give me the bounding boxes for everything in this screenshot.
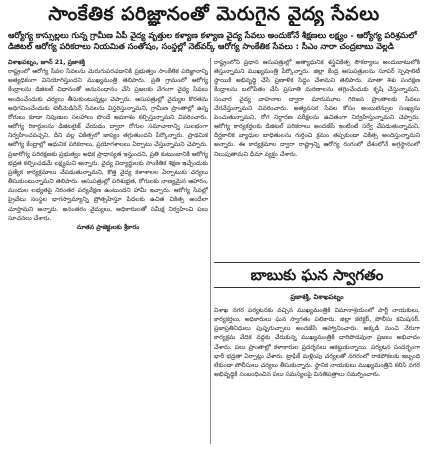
article-right-body: రాష్ట్రంలోని ప్రధాన ఆసుపత్రుల్లో అత్యాధునిక శస్త్రచికిత్స సౌకర్యాలు అందుబాటులోకి తెస్తున్నామని ముఖ్యమంత్రి పేర్కొన్నారు. జిల్లా కేంద్ర ఆసుపత్రులను సూపర్ స్పెషాలిటీ స్థాయికి అభివృద్ధి చేసే ప్రణాళిక సిద్ధం చేశామని తెలిపారు. మాతా శిశు సంరక్షణ కేంద్రాలను బలోపేతం చేసి ప్రసూతి మరణాలను తగ్గించేందుకు కృషి చేస్తున్నామని, సంచార వైద్య వాహనాల ద్వారా మారుమూల గిరిజన ప్రాంతాలకు సేవలు చేరవేస్తున్నామని వివరించారు. అత్యవసర సేవల కోసం అంబులెన్సుల సంఖ్యను పెంచుతున్నామని, రోగ నిర్ధారణ పరీక్షలను ఉచితంగా నిర్వహిస్తున్నామని చెప్పారు. ఆరోగ్య కార్యకర్తలకు డిజిటల్ పరికరాలు అందజేసి ఇంటింటి సర్వే చేపడుతున్నామని, దీర్ఘకాలిక వ్యాధుల బాధితులను గుర్తించి క్రమం తప్పకుండా చికిత్స అందిస్తున్నామని అన్నారు. ఈ కార్యక్రమాల ద్వారా రాష్ట్రాన్ని ఆరోగ్య రంగంలో దేశంలోనే అగ్రస్థానంలో నిలుపుతామని ధీమా వ్యక్తం చేశారు. — [214, 59, 420, 158]
section-body — [214, 306, 420, 444]
column-divider — [210, 58, 211, 444]
article-right-column — [214, 58, 420, 258]
section-byline: ప్రజాశక్తి, విశాఖపట్నం — [290, 293, 344, 301]
article-left-subhead: నూతన ప్రాజెక్టులకు శ్రీకారం — [76, 223, 140, 231]
article-subheadline: ఆర్యోగ్య కాన్సుల్లలు గున్న గ్రామీణ ఏపీ వైద్య వృత్తుల కళ్యాణ కళ్యాణ వైద్య సేవలు అందుకోనే శీక్షణలు లక్ష్యం - ఆర్యోగ్య పరిశ్రమలో డిజిటల్ ఆరోగ్య పరికరాలు నియమిత సంతోషం, సంస్థల్లో నెట్‌వర్క్ ఆరోగ్య సాంకేతిక సేవలు : సీఎం నారా చంద్రబాబు వెల్లడి — [8, 30, 417, 51]
section-body-text: విశాఖ నగర పర్యటనకు వచ్చిన ముఖ్యమంత్రికి విమానాశ్రయంలో పార్టీ నాయకులు, కార్యకర్తలు, అధికారులు ఘన స్వాగతం పలికారు. జిల్లా కలెక్టర్, పోలీసు కమిషనర్, ప్రజాప్రతినిధులు పుష్పగుచ్ఛాలు అందజేసి ఆహ్వానించారు. అక్కడి నుంచి నేరుగా కార్యక్రమ వేదిక వద్దకు చేరుకున్న ముఖ్యమంత్రికి దారిపొడవునా ప్రజలు అభివాదం చేశారు. పలు ప్రాంతాల్లో కళాకారుల ప్రదర్శనలు ఆకట్టుకున్నాయి. పర్యటన సందర్భంగా భారీ భద్రతా ఏర్పాట్లు చేశారు. ట్రాఫిక్ మళ్లింపు చర్యలతో నగరంలో రాకపోకలకు ఇబ్బంది లేకుండా పోలీసులు చర్యలు తీసుకున్నారు. స్థానిక నాయకులు ముఖ్యమంత్రిని కలిసి నగర అభివృద్ధికి సంబంధించిన పలు సమస్యలపై వినతిపత్రాలు సమర్పించారు. — [214, 307, 420, 379]
article-left-column — [8, 58, 208, 438]
article-dateline: విశాఖపట్నం, జూన్ 21, ప్రజాశక్తి — [8, 59, 85, 66]
section-title: బాబుకు ఘన స్వాగతం — [214, 262, 420, 288]
article-left-body: రాష్ట్రంలో ఆరోగ్య సేవల సేవలను మెరుగుపరచడానికి ప్రభుత్వం సాంకేతిక పరిజ్ఞానాన్ని అత్యధికంగా వినియోగిస్తుందని ముఖ్యమంత్రి తెలిపారు. ప్రతి గ్రామంలో ఆరోగ్య కేంద్రాలను డిజిటల్ విధానంతో అనుసంధానం చేసి ప్రజలకు వేగంగా వైద్య సేవలు అందించేందుకు చర్యలు తీసుకుంటున్నట్లు చెప్పారు. ఆసుపత్రుల్లో వైద్యుల కొరతను అధిగమించేందుకు టెలీమెడిసిన్ సేవలను విస్తరిస్తున్నామని, గ్రామీణ ప్రాంతాల్లో ఉన్న రోగులు కూడా నిపుణుల సలహాలు పొందే అవకాశం కల్పిస్తున్నామని వివరించారు. ఆరోగ్య రికార్డులను డిజిటలైజ్ చేయడం ద్వారా రోగుల సమాచారాన్ని సులభంగా నిర్వహించవచ్చని, దీని వల్ల చికిత్సలో జాప్యం తగ్గుతుందని పేర్కొన్నారు. ప్రాథమిక ఆరోగ్య కేంద్రాల్లో ఆధునిక పరికరాలు, ప్రయోగశాలలు ఏర్పాటు చేస్తున్నామని చెప్పారు. ప్రజారోగ్య పరిరక్షణకు ప్రభుత్వం అధిక ప్రాధాన్యత ఇస్తుందని, ప్రతి కుటుంబానికి ఆరోగ్య భద్రత కల్పించడమే లక్ష్యమని అన్నారు. వైద్య విద్యార్థులకు సాంకేతిక శిక్షణ ఇచ్చేందుకు ప్రత్యేక కార్యక్రమాలు చేపడుతున్నామని, కొత్త వైద్య కళాశాలల ఏర్పాటుకు చర్యలు తీసుకుంటున్నామని తెలిపారు. ఆసుపత్రుల్లో పరిశుభ్రత, రోగులకు నాణ్యమైన ఆహారం, మందుల లభ్యతపై నిరంతర పర్యవేక్షణ ఉంటుందని హామీ ఇచ్చారు. ఆరోగ్య సేవల్లో ప్రైవేటు సంస్థల భాగస్వామ్యాన్ని ప్రోత్సహిస్తూ పేదలకు ఉచిత చికిత్స అందేలా చూస్తామని అన్నారు. అనంతరం వైద్యులు, అధికారులతో సమీక్ష నిర్వహించి పలు సూచనలు చేశారు. — [8, 68, 208, 222]
article-headline: సాంకేతిక పరిజ్ఞానంతో మెరుగైన వైద్య సేవలు — [48, 3, 380, 25]
